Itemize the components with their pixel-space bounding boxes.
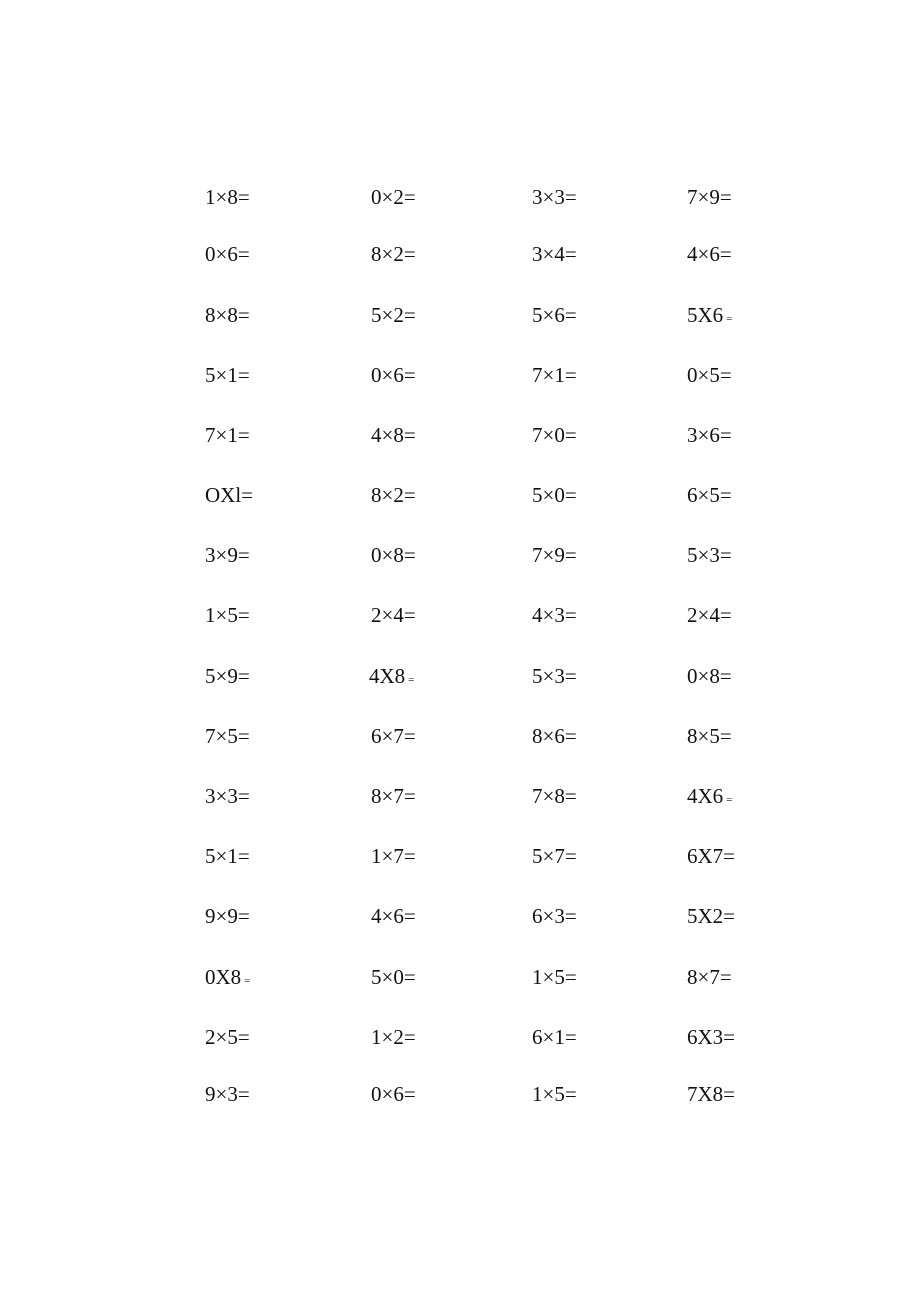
math-problem: 5×3= <box>687 543 732 567</box>
problem-row <box>0 360 920 390</box>
math-problem: 6×7= <box>371 724 416 748</box>
math-problem: 2×4= <box>687 603 732 627</box>
math-problem: 4×6= <box>687 242 732 266</box>
math-problem: 8×6= <box>532 724 577 748</box>
problem-row <box>0 600 920 630</box>
math-problem: 7×1= <box>205 423 250 447</box>
problem-row <box>0 1079 920 1109</box>
math-problem: 4X8 = <box>369 664 415 688</box>
problem-row <box>0 480 920 510</box>
math-problem: 0×8= <box>371 543 416 567</box>
math-problem: 5×0= <box>532 483 577 507</box>
math-problem: 5×6= <box>532 303 577 327</box>
math-problem: 0X8 = <box>205 965 251 989</box>
problem-row <box>0 901 920 931</box>
math-problem: 3×3= <box>205 784 250 808</box>
math-problem: 8×8= <box>205 303 250 327</box>
math-problem: 6×5= <box>687 483 732 507</box>
problem-row <box>0 962 920 992</box>
math-problem: 0×6= <box>205 242 250 266</box>
math-problem: 3×9= <box>205 543 250 567</box>
math-problem: 6×1= <box>532 1025 577 1049</box>
math-problem: 8×2= <box>371 483 416 507</box>
math-problem: 2×4= <box>371 603 416 627</box>
math-problem: 5X2= <box>687 904 736 928</box>
math-problem: 4×6= <box>371 904 416 928</box>
problem-row <box>0 420 920 450</box>
math-problem: 8×2= <box>371 242 416 266</box>
math-problem: 7×8= <box>532 784 577 808</box>
math-problem: 7×9= <box>532 543 577 567</box>
math-problem: 9×9= <box>205 904 250 928</box>
problem-row <box>0 540 920 570</box>
math-problem: 7×5= <box>205 724 250 748</box>
math-problem: 8×5= <box>687 724 732 748</box>
math-problem: 3×3= <box>532 185 577 209</box>
math-problem: 4X6 = <box>687 784 733 808</box>
math-problem: 1×5= <box>205 603 250 627</box>
math-problem: 1×5= <box>532 1082 577 1106</box>
math-problem: 8×7= <box>687 965 732 989</box>
problem-row <box>0 841 920 871</box>
math-problem: 0×6= <box>371 1082 416 1106</box>
math-problem: 3×6= <box>687 423 732 447</box>
math-problem: 6X7= <box>687 844 736 868</box>
problem-row <box>0 781 920 811</box>
math-problem: 8×7= <box>371 784 416 808</box>
math-problem: 5×0= <box>371 965 416 989</box>
math-problem: 0×5= <box>687 363 732 387</box>
problem-row <box>0 661 920 691</box>
math-problem: 3×4= <box>532 242 577 266</box>
math-problem: 0×8= <box>687 664 732 688</box>
problem-row <box>0 721 920 751</box>
math-problem: 1×8= <box>205 185 250 209</box>
math-problem: 5×1= <box>205 844 250 868</box>
math-problem: 7×9= <box>687 185 732 209</box>
math-problem: 5×2= <box>371 303 416 327</box>
math-problem: OXl= <box>205 483 254 507</box>
problem-row <box>0 239 920 269</box>
math-problem: 5×9= <box>205 664 250 688</box>
math-problem: 4×8= <box>371 423 416 447</box>
math-problem: 1×5= <box>532 965 577 989</box>
math-problem: 9×3= <box>205 1082 250 1106</box>
math-problem: 6X3= <box>687 1025 736 1049</box>
math-problem: 5X6 = <box>687 303 733 327</box>
problem-row <box>0 300 920 330</box>
math-problem: 7X8= <box>687 1082 736 1106</box>
math-problem: 2×5= <box>205 1025 250 1049</box>
math-problem: 0×2= <box>371 185 416 209</box>
problem-row <box>0 182 920 212</box>
math-problem: 7×0= <box>532 423 577 447</box>
math-problem: 5×7= <box>532 844 577 868</box>
math-problem: 0×6= <box>371 363 416 387</box>
math-problem: 4×3= <box>532 603 577 627</box>
math-problem: 5×1= <box>205 363 250 387</box>
problem-row <box>0 1022 920 1052</box>
math-problem: 6×3= <box>532 904 577 928</box>
math-problem: 5×3= <box>532 664 577 688</box>
math-problem: 1×2= <box>371 1025 416 1049</box>
math-problem: 1×7= <box>371 844 416 868</box>
math-problem: 7×1= <box>532 363 577 387</box>
